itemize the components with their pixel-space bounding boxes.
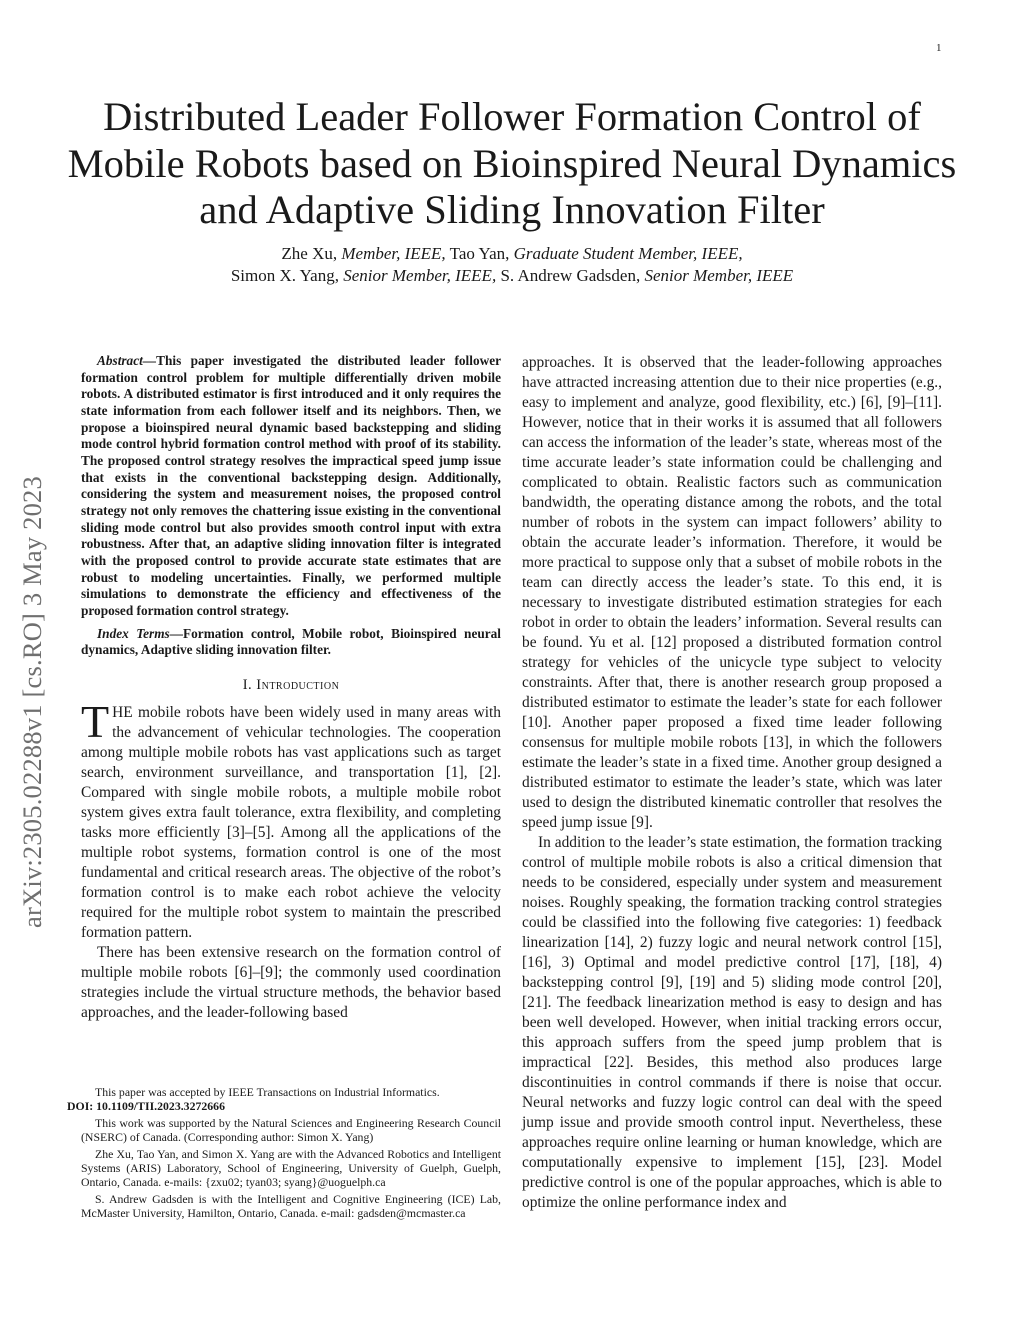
footnote-doi[interactable]: DOI: 10.1109/TII.2023.3272666 (67, 1099, 225, 1114)
left-column (81, 353, 501, 1023)
index-terms-text: Formation control, Mobile robot, Bioinspired neural dynamics, Adaptive sliding innovation filter. (81, 625, 501, 658)
footnote-acceptance (67, 1085, 501, 1114)
arxiv-identifier-stamp[interactable]: arXiv:2305.02288v1 [cs.RO] 3 May 2023 (17, 476, 47, 928)
intro-paragraph-2: There has been extensive research on the formation control of multiple mobile robots [6]–[9]; the commonly used coordination strategies include the virtual structure methods, the behavior based approaches, and the leader-following based (81, 943, 501, 1021)
index-terms-label: Index Terms— (97, 625, 184, 641)
intro-paragraph-1 (81, 695, 501, 943)
abstract-text: This paper investigated the distributed leader follower formation control problem for multiple differentially driven mobile robots. A distributed estimator is first introduced and it only requires the state information from each follower itself and its neighbors. Then, we propose a bioinspired neural dynamic based backstepping and sliding mode control hybrid formation control method with proof of its stability. The proposed control strategy resolves the impractical speed jump issue that exists in the conventional backstepping design. Additionally, considering the system and measurement noises, the proposed control strategy not only removes the chattering issue existing in the conventional sliding mode control but also provides smooth control input with extra robustness. After that, an adaptive sliding innovation filter is integrated with the proposed control to provide accurate state estimates that are robust to modeling uncertainties. Finally, we performed multiple simulations to demonstrate the efficiency and effectiveness of the proposed formation control strategy. (81, 353, 501, 618)
footnote-affiliation-guelph: Zhe Xu, Tao Yan, and Simon X. Yang are with the Advanced Robotics and Intelligent Systems (ARIS) Laboratory, School of Engineering, University of Guelph, Guelph, Ontario, Canada. e-mails: {zxu02; tyan03; syang}@uoguelph.ca (81, 1146, 501, 1190)
footnote-funding: This work was supported by the Natural Sciences and Engineering Research Council (NSERC) of Canada. (Corresponding author: Simon X. Yang) (81, 1115, 501, 1145)
author-list (60, 243, 964, 287)
section-heading-introduction: I. Introduction (242, 676, 340, 693)
author-name: Simon X. Yang, (230, 266, 339, 285)
author-affiliation-role: Member, IEEE, (341, 244, 446, 263)
author-name: Tao Yan, (449, 244, 510, 263)
author-name: S. Andrew Gadsden, (500, 266, 641, 285)
author-affiliation-role: Senior Member, IEEE (644, 266, 794, 285)
author-affiliation-role: Senior Member, IEEE, (343, 266, 497, 285)
right-column (522, 353, 942, 1213)
footnote-affiliation-mcmaster: S. Andrew Gadsden is with the Intelligent and Cognitive Engineering (ICE) Lab, McMaster University, Hamilton, Ontario, Canada. e-mail: gadsden@mcmaster.ca (81, 1191, 501, 1221)
drop-cap-letter: T (81, 695, 110, 747)
author-name: Zhe Xu, (281, 244, 338, 263)
intro-paragraph-1-text: HE mobile robots have been widely used in many areas with the advancement of vehicular technologies. The cooperation among multiple mobile robots has vast applications such as target search, environment surveillance, and transportation [1], [2]. Compared with single mobile robots, a multiple mobile robot system gives extra fault tolerance, extra flexibility, and completing tasks more efficiently [3]–[5]. Among all the applications of the multiple robot systems, formation control is one of the most fundamental and critical research areas. The objective of the robot’s formation control is to make each robot achieve the velocity required for the multiple robot system to maintain the prescribed formation pattern. (81, 703, 501, 941)
page-number: 1 (936, 42, 942, 54)
footnotes (67, 1085, 501, 1223)
abstract-label: Abstract— (97, 353, 157, 368)
author-affiliation-role: Graduate Student Member, IEEE, (513, 244, 743, 263)
right-paragraph-2: In addition to the leader’s state estimation, the formation tracking control of multiple mobile robots is also a critical dimension that needs to be considered, especially under system and measurement noises. Roughly speaking, the formation tracking control strategies could be classified into the following five categories: 1) feedback linearization [14], 2) fuzzy logic and neural network control [15], [16], 3) Optimal and model predictive control [17], [18], 4) backstepping control [9], [19] and 5) sliding mode control [20], [21]. The feedback linearization method is easy to design and has been well developed. However, when initial tracking errors occur, this approach suffers from the speed jump problem that is impractical [22]. Besides, this method also produces large discontinuities in control commands if there is noise that occur. Neural networks and fuzzy logic control can deal with the speed jump issue and provide smooth control input. Nevertheless, these approaches require online learning or human knowledge, which are computationally expensive to implement [15], [23]. Model predictive control is one of the popular approaches, which is able to optimize the online performance index and (522, 834, 942, 1211)
paper-title: Distributed Leader Follower Formation Control of Mobile Robots based on Bioinspired Neural Dynamics and Adaptive Sliding Innovation Filter (67, 94, 957, 232)
index-terms (81, 626, 501, 659)
footnote-acceptance-text: This paper was accepted by IEEE Transactions on Industrial Informatics. (95, 1085, 440, 1099)
right-paragraph-1: approaches. It is observed that the leader-following approaches have attracted increasing attention due to their nice properties (e.g., easy to implement and analyze, good flexibility, etc.) [6], [9]–[11]. However, notice that in their works it is assumed that all followers can access the information of the leader’s state, whereas most of the time accurate leader’s state information could be challenging and complicated to obtain. Realistic factors such as communication bandwidth, the operating distance among the robots, and the total number of robots in the system can impact followers’ ability to obtain the accurate leader’s information. Therefore, it would be more practical to suppose only that a subset of mobile robots in the team can directly access the leader’s state. To this end, it is necessary to investigate distributed estimation strategies for each robot in order to obtain the leaders’ information. Several results can be found. Yu et al. [12] proposed a distributed formation control strategy for vehicles of the unicycle type subject to velocity constraints. After that, there is another research group proposed a distributed estimator to estimate the leader’s state for each follower [10]. Another paper proposed a fixed time leader following consensus for multiple mobile robots [13], in which the followers estimate the leader’s state in a fixed time. Another group designed a distributed estimator to estimate the leader’s state, which was later used to design the distributed kinematic controller that resolves the speed jump issue [9]. (522, 354, 942, 831)
abstract (81, 353, 501, 620)
